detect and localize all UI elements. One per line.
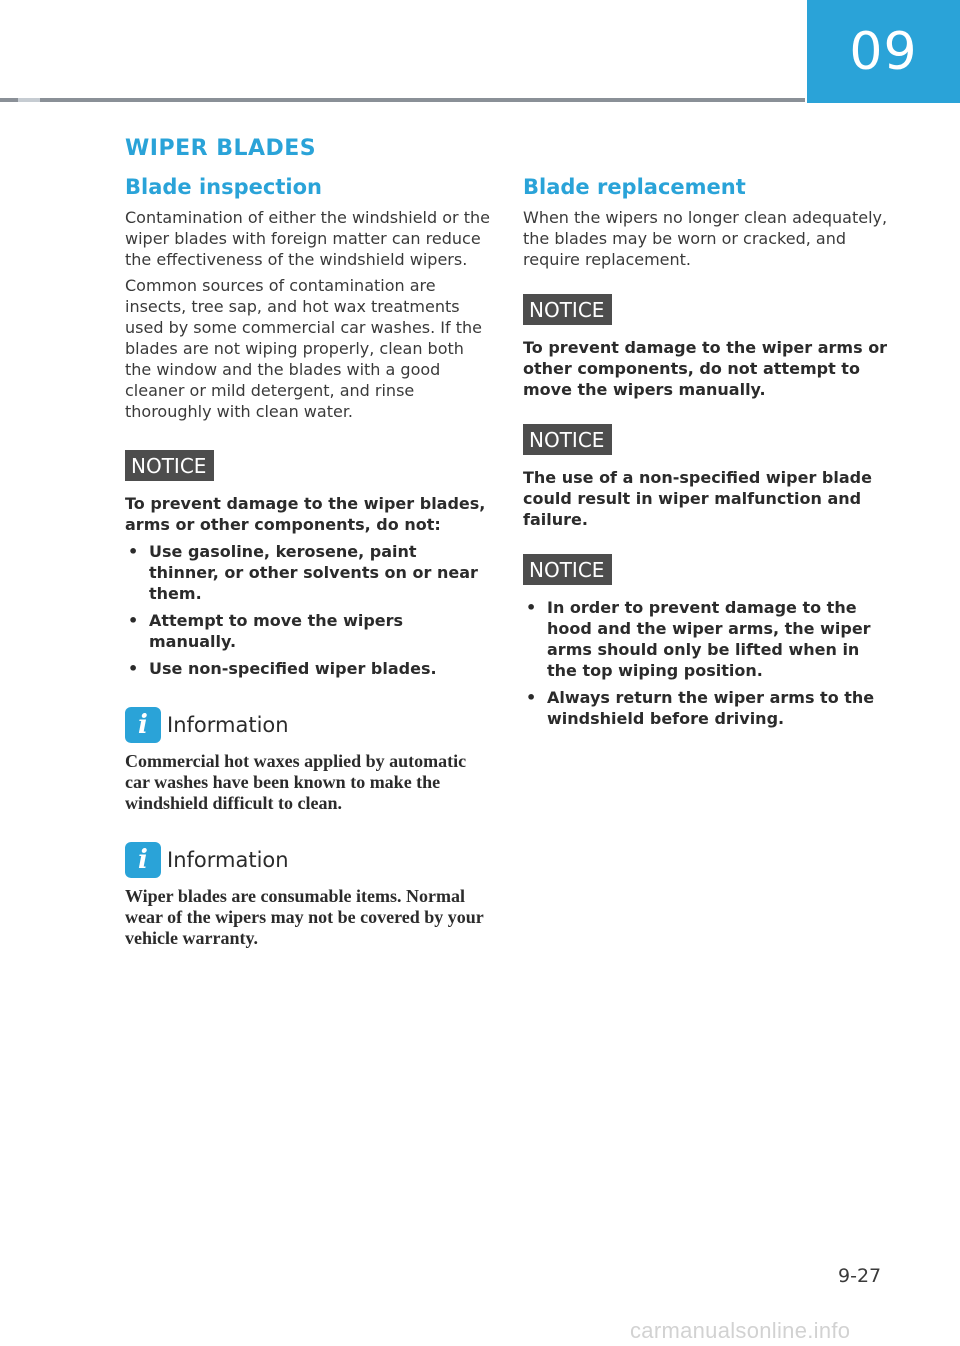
notice-label: NOTICE [523,424,612,455]
bullet-text: Always return the wiper arms to the windshield before driving. [547,688,875,728]
bullet-item [125,541,490,604]
notice-text: To prevent damage to the wiper arms or other components, do not attempt to move the wipers manually. [523,338,888,399]
bullet-text: Use non-specified wiper blades. [149,659,437,678]
blade-replacement-heading: Blade replacement [523,175,746,199]
watermark: carmanualsonline.info [630,1318,851,1343]
info-block [125,707,490,814]
right-column [523,173,888,735]
left-column [125,173,490,949]
chapter-tab [807,0,960,103]
notice-bullet-list [523,597,888,729]
info-header [125,707,490,743]
bullet-icon: • [128,542,139,561]
info-text: Commercial hot waxes applied by automatic car washes have been known to make the windshield difficult to clean. [125,751,467,813]
paragraph: When the wipers no longer clean adequately, the blades may be worn or cracked, and require replacement. [523,208,888,269]
notice-block [523,554,888,729]
notice-label: NOTICE [523,554,612,585]
notice-label: NOTICE [523,294,612,325]
page-number: 9-27 [838,1265,882,1287]
header-rule [0,98,805,102]
bullet-text: Attempt to move the wipers manually. [149,611,404,651]
paragraph: Contamination of either the windshield or the wiper blades with foreign matter can reduce the effectiveness of the windshield wipers. [125,208,490,269]
blade-inspection-heading: Blade inspection [125,175,322,199]
paragraph: Common sources of contamination are insects, tree sap, and hot wax treatments used by some commercial car washes. If the blades are not wiping properly, clean both the window and the blades with a good cleaner or mild detergent, and rinse thoroughly with clean water. [125,276,482,421]
bullet-icon: • [128,659,139,678]
bullet-icon: • [128,611,139,630]
bullet-icon: • [526,598,537,617]
info-text: Wiper blades are consumable items. Normal wear of the wipers may not be covered by your vehicle warranty. [125,886,484,948]
information-icon: i [125,707,161,743]
header-rule-accent [18,98,40,102]
bullet-text: In order to prevent damage to the hood and the wiper arms, the wiper arms should only be lifted when in the top wiping position. [547,598,871,680]
notice-text: To prevent damage to the wiper blades, arms or other components, do not: [125,494,486,534]
bullet-icon: • [526,688,537,707]
notice-text: The use of a non-specified wiper blade could result in wiper malfunction and failure. [523,468,872,529]
notice-bullet-list [125,541,490,679]
info-title: Information [167,848,289,872]
bullet-item [523,687,888,729]
section-title: WIPER BLADES [125,136,317,161]
info-block [125,842,490,949]
bullet-item [125,610,490,652]
bullet-item [523,597,888,681]
notice-block [523,294,888,400]
info-title: Information [167,713,289,737]
info-header [125,842,490,878]
bullet-item [125,658,490,679]
notice-block [523,424,888,530]
information-icon: i [125,842,161,878]
notice-block [125,450,490,679]
bullet-text: Use gasoline, kerosene, paint thinner, or other solvents on or near them. [149,542,478,603]
chapter-number: 09 [849,21,918,82]
notice-label: NOTICE [125,450,214,481]
